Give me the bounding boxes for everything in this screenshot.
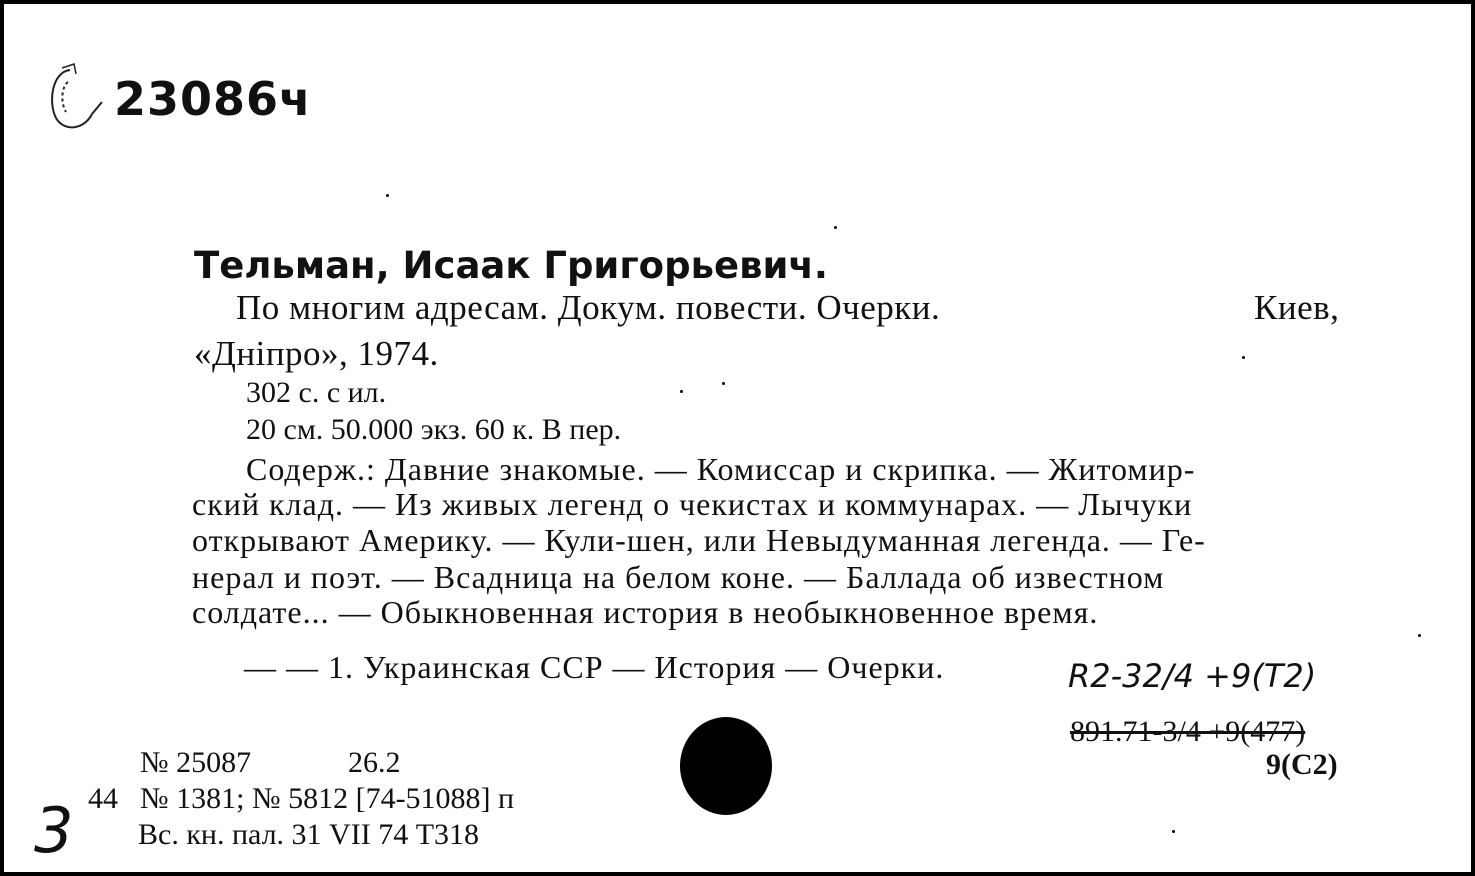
contents-line: ский клад. — Из живых легенд о чекистах и коммунарах. — Лычуки (192, 486, 1193, 522)
physical-description: 20 см. 50.000 экз. 60 к. В пер. (246, 413, 622, 446)
pages-info: 302 с. с ил. (246, 376, 387, 409)
author-heading: Тельман, Исаак Григорьевич. (194, 244, 828, 287)
stamp-mark-icon (40, 62, 110, 142)
classification-code: 9(С2) (1266, 748, 1338, 781)
handwritten-mark: 3 (34, 794, 74, 867)
book-chamber-info: Вс. кн. пал. 31 VII 74 Т318 (138, 818, 480, 851)
speck (680, 390, 683, 393)
handwritten-number: 23086ч (114, 72, 312, 126)
speck (1242, 356, 1245, 359)
left-number: 44 (88, 782, 118, 815)
contents-line: Содерж.: Давние знакомые. — Комиссар и скрипка. — Житомир- (246, 451, 1196, 487)
record-number: № 25087 (140, 746, 252, 779)
speck (834, 226, 837, 229)
speck (1172, 830, 1175, 833)
speck (1418, 634, 1421, 637)
struck-classification: 891.71-3/4 +9(477) (1070, 715, 1306, 748)
handwritten-classification: R2-32/4 +9(T2) (1068, 657, 1317, 695)
contents-line: нерал и поэт. — Всадница на белом коне. — Баллада об известном (192, 559, 1165, 595)
book-title: По многим адресам. Докум. повести. Очерки. (236, 288, 941, 327)
record-date: 26.2 (348, 746, 401, 779)
contents-line: открывают Америку. — Кули-шен, или Невыдуманная легенда. — Ге- (192, 522, 1206, 558)
publication-city: Киев, (1254, 288, 1340, 327)
contents-line: солдате... — Обыкновенная история в необыкновенное время. (192, 594, 1099, 630)
punch-hole (680, 717, 772, 815)
subject-heading: — — 1. Украинская ССР — История — Очерки. (244, 649, 945, 685)
publisher-year: «Дніпро», 1974. (194, 334, 439, 373)
speck (386, 194, 389, 197)
chamber-numbers: № 1381; № 5812 [74-51088] п (140, 782, 515, 815)
speck (722, 382, 725, 385)
